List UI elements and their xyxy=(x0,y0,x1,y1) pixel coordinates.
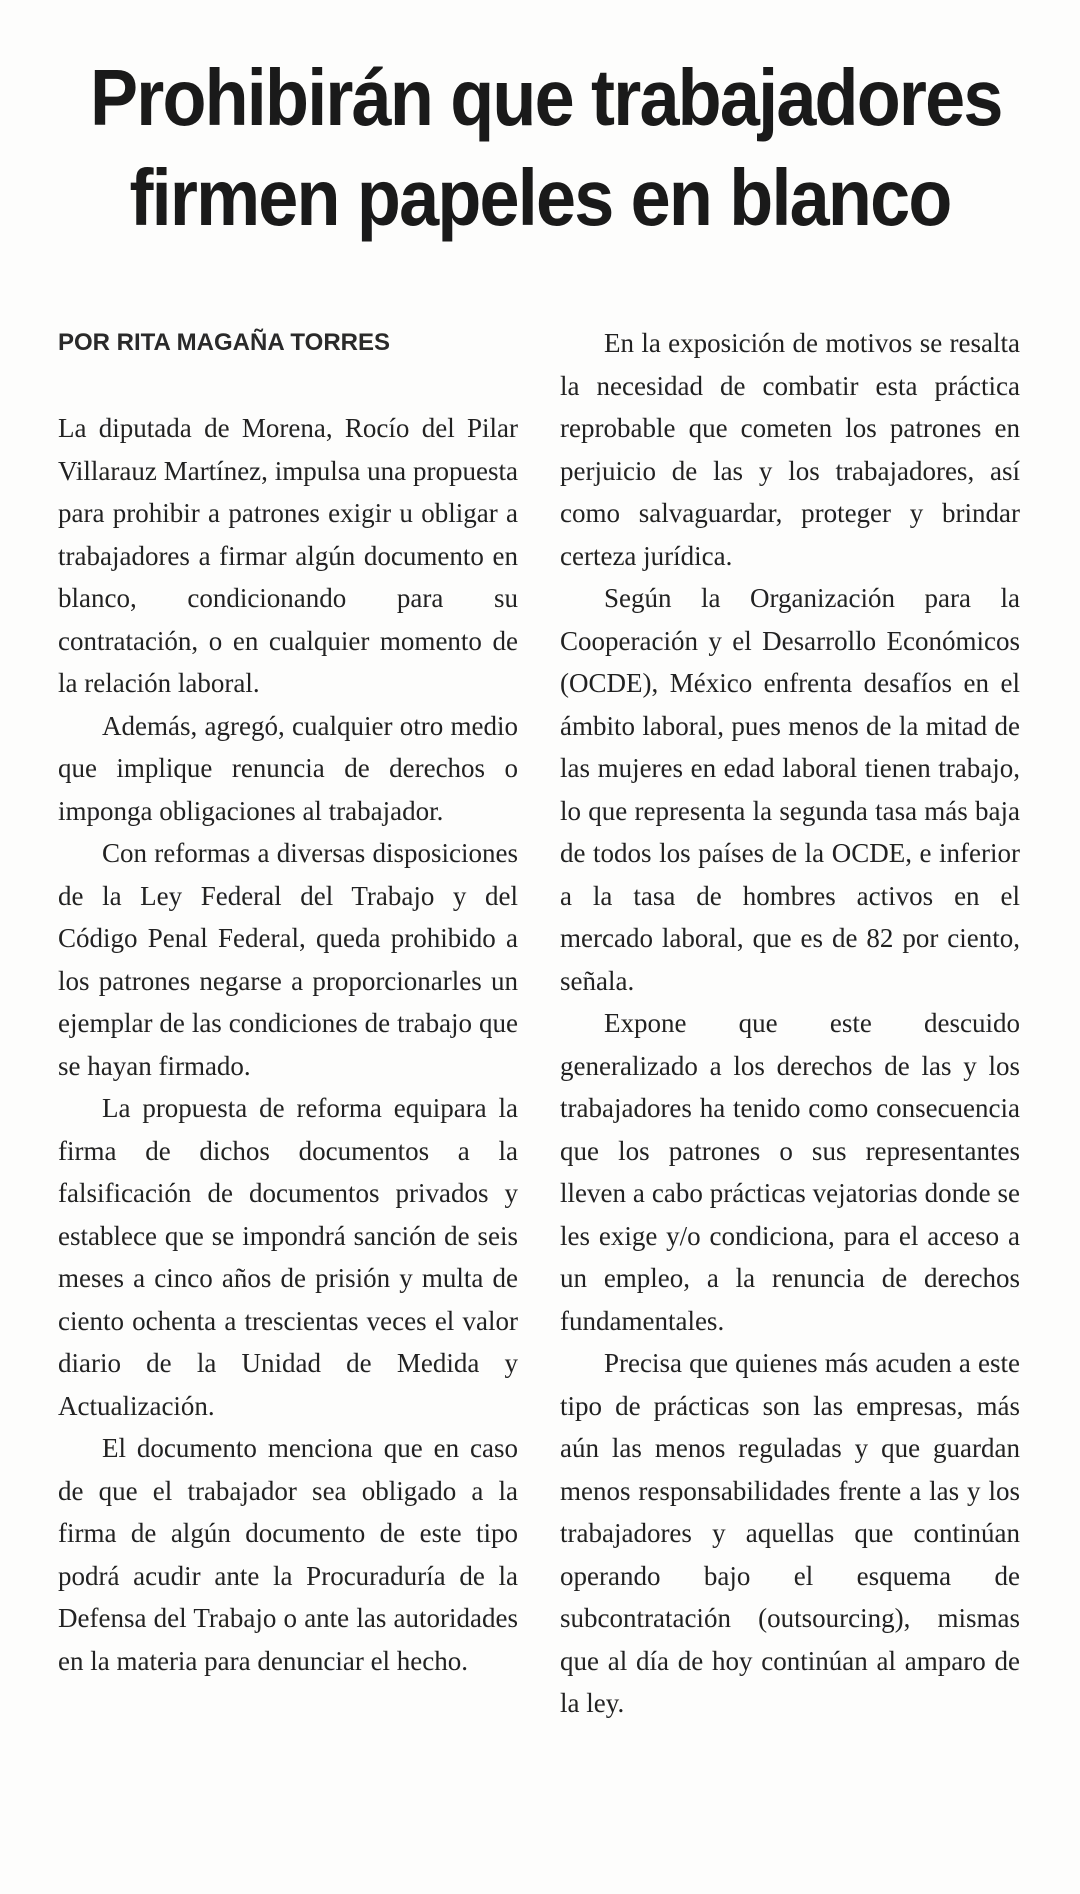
paragraph: Según la Organización para la Cooperación y el Desarrollo Económicos (OCDE), México enfrenta desafíos en el ámbito laboral, pues menos de la mitad de las mujeres en edad laboral tienen trabajo, lo que representa la segunda tasa más baja de todos los países de la OCDE, e inferior a la tasa de hombres activos en el mercado laboral, que es de 82 por ciento, señala. xyxy=(560,583,1020,996)
headline-line-2: firmen papeles en blanco xyxy=(129,153,951,242)
paragraph: La propuesta de reforma equipara la firma de dichos documentos a la falsificación de documentos privados y establece que se impondrá sanción de seis meses a cinco años de prisión y multa de ciento ochenta a trescientas veces el valor diario de la Unidad de Medida y Actualización. xyxy=(58,1093,518,1421)
paragraph: El documento menciona que en caso de que el trabajador sea obligado a la firma de algún documento de este tipo podrá acudir ante la Procuraduría de la Defensa del Trabajo o ante las autoridades en la materia para denunciar el hecho. xyxy=(58,1433,518,1676)
article-column-right xyxy=(560,322,1020,1725)
paragraph: Expone que este descuido generalizado a los derechos de las y los trabajadores ha tenido como consecuencia que los patrones o sus representantes lleven a cabo prácticas vejatorias donde se les exige y/o condiciona, para el acceso a un empleo, a la renuncia de derechos fundamentales. xyxy=(560,1008,1020,1336)
article-column-left xyxy=(58,322,518,1682)
paragraph: Además, agregó, cualquier otro medio que implique renuncia de derechos o imponga obligaciones al trabajador. xyxy=(58,710,518,826)
headline-line-1: Prohibirán que trabajadores xyxy=(90,53,1002,142)
paragraph: En la exposición de motivos se resalta la necesidad de combatir esta práctica reprobable que cometen los patrones en perjuicio de las y los trabajadores, así como salvaguardar, proteger y brindar certeza jurídica. xyxy=(560,328,1020,571)
paragraph: Con reformas a diversas disposiciones de la Ley Federal del Trabajo y del Código Penal Federal, queda prohibido a los patrones negarse a proporcionarles un ejemplar de las condiciones de trabajo que se hayan firmado. xyxy=(58,838,518,1081)
paragraph: Precisa que quienes más acuden a este tipo de prácticas son las empresas, más aún las menos reguladas y que guardan menos responsabilidades frente a las y los trabajadores y aquellas que continúan operando bajo el esquema de subcontratación (outsourcing), mismas que al día de hoy continúan al amparo de la ley. xyxy=(560,1348,1020,1718)
byline: POR RITA MAGAÑA TORRES xyxy=(58,329,391,356)
paragraph: La diputada de Morena, Rocío del Pilar Villarauz Martínez, impulsa una propuesta para prohibir a patrones exigir u obligar a trabajadores a firmar algún documento en blanco, condicionando para su contratación, o en cualquier momento de la relación laboral. xyxy=(58,413,518,698)
article-headline xyxy=(90,48,1002,248)
